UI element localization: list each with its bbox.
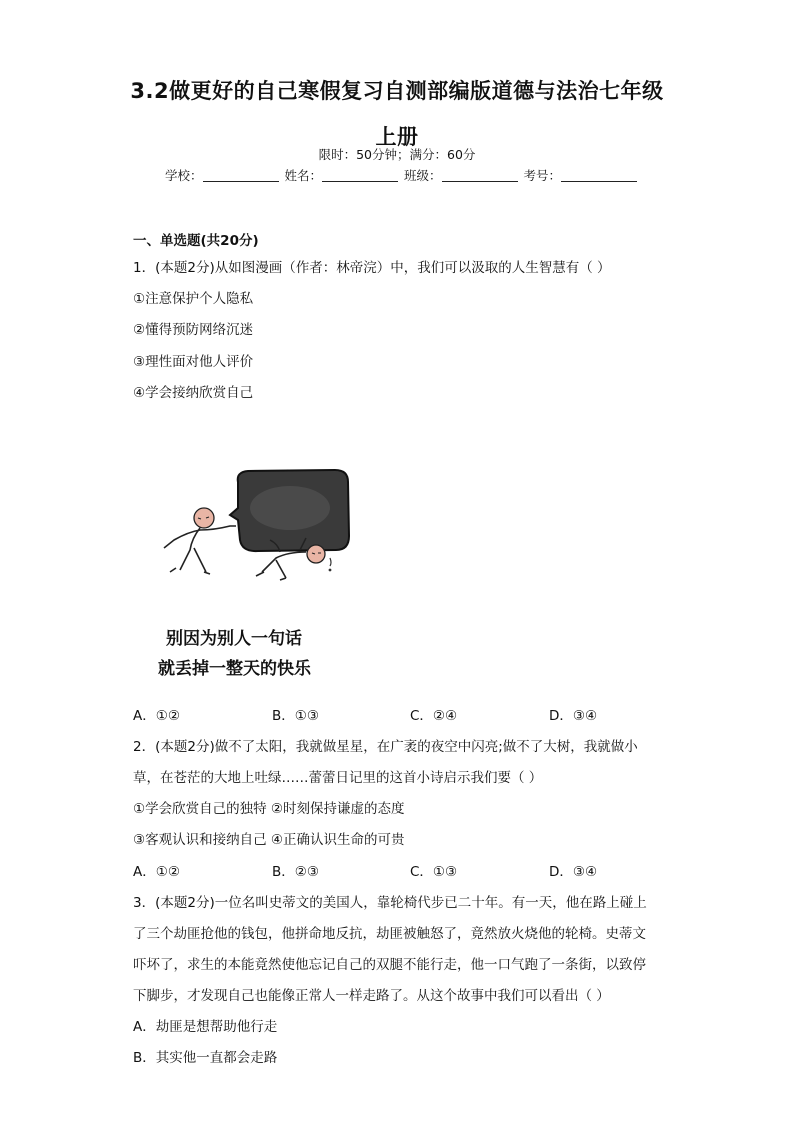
- time-score-info: 限时：50分钟；满分：60分: [318, 147, 476, 162]
- student-info-row: [165, 166, 639, 184]
- q1-item-1: ①注意保护个人隐私: [133, 291, 254, 307]
- q2-stem-line-2: 草，在苍茫的大地上吐绿……蕾蕾日记里的这首小诗启示我们要（ ）: [133, 770, 543, 786]
- section-heading: 一、单选题(共20分): [133, 233, 259, 249]
- cartoon-caption: [158, 624, 358, 684]
- q1-option-b: B．①③: [272, 708, 319, 724]
- q3-stem-line-2: 了三个劫匪抢他的钱包，他拼命地反抗，劫匪被触怒了，竟然放火烧他的轮椅。史蒂文: [133, 926, 646, 942]
- id-label: 考号：: [523, 168, 562, 183]
- class-blank: [442, 168, 518, 182]
- class-label: 班级：: [404, 168, 442, 183]
- q3-stem-line-3: 吓坏了，求生的本能竟然使他忘记自己的双腿不能行走，他一口气跑了一条街，以致停: [133, 957, 646, 973]
- q3-option-b: B．其实他一直都会走路: [133, 1050, 278, 1066]
- q1-item-4: ④学会接纳欣赏自己: [133, 385, 254, 401]
- cartoon-illustration: [150, 468, 360, 588]
- id-blank: [561, 168, 637, 182]
- q3-stem-line-4: 下脚步，才发现自己也能像正常人一样走路了。从这个故事中我们可以看出（ ）: [133, 988, 610, 1004]
- q3-stem-line-1: 3．(本题2分)一位名叫史蒂文的美国人，靠轮椅代步已二十年。有一天，他在路上碰上: [133, 895, 647, 911]
- q2-option-c: C．①③: [410, 864, 458, 880]
- q1-option-a: A．①②: [133, 708, 180, 724]
- q2-items-line-1: ①学会欣赏自己的独特 ②时刻保持谦虚的态度: [133, 801, 405, 817]
- q1-option-d: D．③④: [549, 708, 598, 724]
- school-label: 学校：: [165, 168, 203, 183]
- name-blank: [322, 168, 398, 182]
- school-blank: [203, 168, 279, 182]
- caption-line-1: 别因为别人一句话: [166, 629, 302, 649]
- q1-item-2: ②懂得预防网络沉迷: [133, 322, 254, 338]
- page-title: 3.2做更好的自己寒假复习自测部编版道德与法治七年级上册: [130, 79, 664, 149]
- q2-option-b: B．②③: [272, 864, 319, 880]
- q2-option-d: D．③④: [549, 864, 598, 880]
- q2-option-a: A．①②: [133, 864, 180, 880]
- q1-option-c: C．②④: [410, 708, 458, 724]
- name-label: 姓名：: [284, 168, 323, 183]
- q2-items-line-2: ③客观认识和接纳自己 ④正确认识生命的可贵: [133, 832, 405, 848]
- q2-stem-line-1: 2．(本题2分)做不了太阳，我就做星星，在广袤的夜空中闪亮;做不了大树，我就做小: [133, 739, 638, 755]
- caption-line-2: 就丢掉一整天的快乐: [158, 659, 311, 679]
- q3-option-a: A．劫匪是想帮助他行走: [133, 1019, 278, 1035]
- q1-stem: 1．(本题2分)从如图漫画（作者：林帝浣）中，我们可以汲取的人生智慧有（ ）: [133, 260, 611, 276]
- q1-item-3: ③理性面对他人评价: [133, 354, 254, 370]
